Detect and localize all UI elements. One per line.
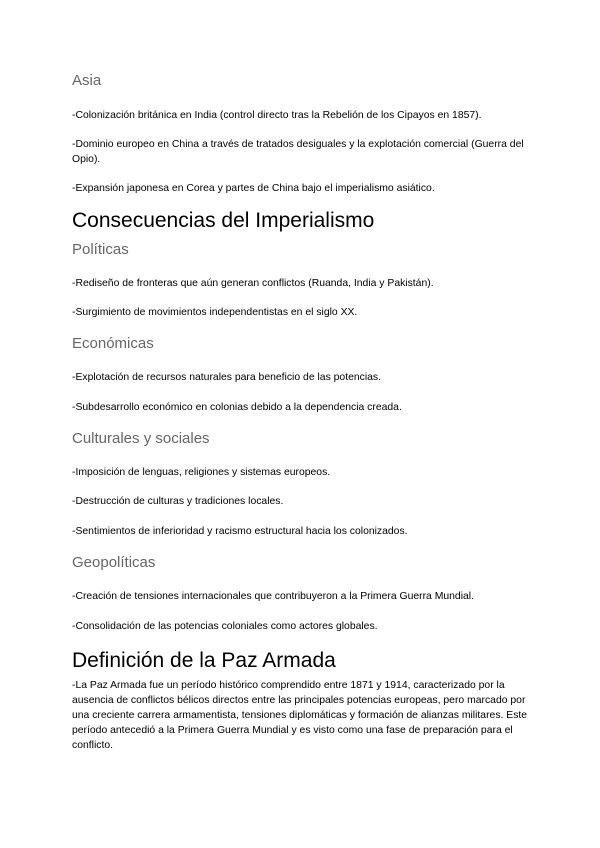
- asia-item-1: -Colonización británica en India (control directo tras la Rebelión de los Cipayos en 1857).: [72, 110, 482, 121]
- heading-culturales: Culturales y sociales: [72, 430, 210, 447]
- heading-economicas: Económicas: [72, 335, 154, 352]
- geopoliticas-item-2: -Consolidación de las potencias coloniales como actores globales.: [72, 621, 378, 632]
- economicas-item-2: -Subdesarrollo económico en colonias debido a la dependencia creada.: [72, 402, 402, 413]
- paz-armada-paragraph: -La Paz Armada fue un período histórico comprendido entre 1871 y 1914, caracterizado por la ausencia de conflictos bélicos directos entre las principales potencias europeas, pero marcado por una creciente carrera armamentista, tensiones diplomáticas y formación de alianzas militares. Este período antecedió a la Primera Guerra Mundial y es visto como una fase de preparación para el conflicto.: [72, 680, 528, 751]
- heading-consecuencias: Consecuencias del Imperialismo: [72, 209, 375, 232]
- heading-asia: Asia: [72, 72, 102, 89]
- culturales-item-2: -Destrucción de culturas y tradiciones locales.: [72, 496, 284, 507]
- politicas-item-1: -Rediseño de fronteras que aún generan conflictos (Ruanda, India y Pakistán).: [72, 278, 434, 289]
- culturales-item-1: -Imposición de lenguas, religiones y sistemas europeos.: [72, 467, 331, 478]
- heading-geopoliticas: Geopolíticas: [72, 554, 156, 571]
- heading-paz-armada: Definición de la Paz Armada: [72, 649, 336, 672]
- culturales-item-3: -Sentimientos de inferioridad y racismo estructural hacia los colonizados.: [72, 526, 408, 537]
- asia-item-3: -Expansión japonesa en Corea y partes de China bajo el imperialismo asiático.: [72, 183, 435, 194]
- geopoliticas-item-1: -Creación de tensiones internacionales que contribuyeron a la Primera Guerra Mundial.: [72, 591, 474, 602]
- politicas-item-2: -Surgimiento de movimientos independentistas en el siglo XX.: [72, 307, 358, 318]
- economicas-item-1: -Explotación de recursos naturales para beneficio de las potencias.: [72, 372, 382, 383]
- heading-politicas: Políticas: [72, 241, 129, 258]
- asia-item-2: -Dominio europeo en China a través de tratados desiguales y la explotación comercial (Guerra del Opio).: [72, 139, 524, 165]
